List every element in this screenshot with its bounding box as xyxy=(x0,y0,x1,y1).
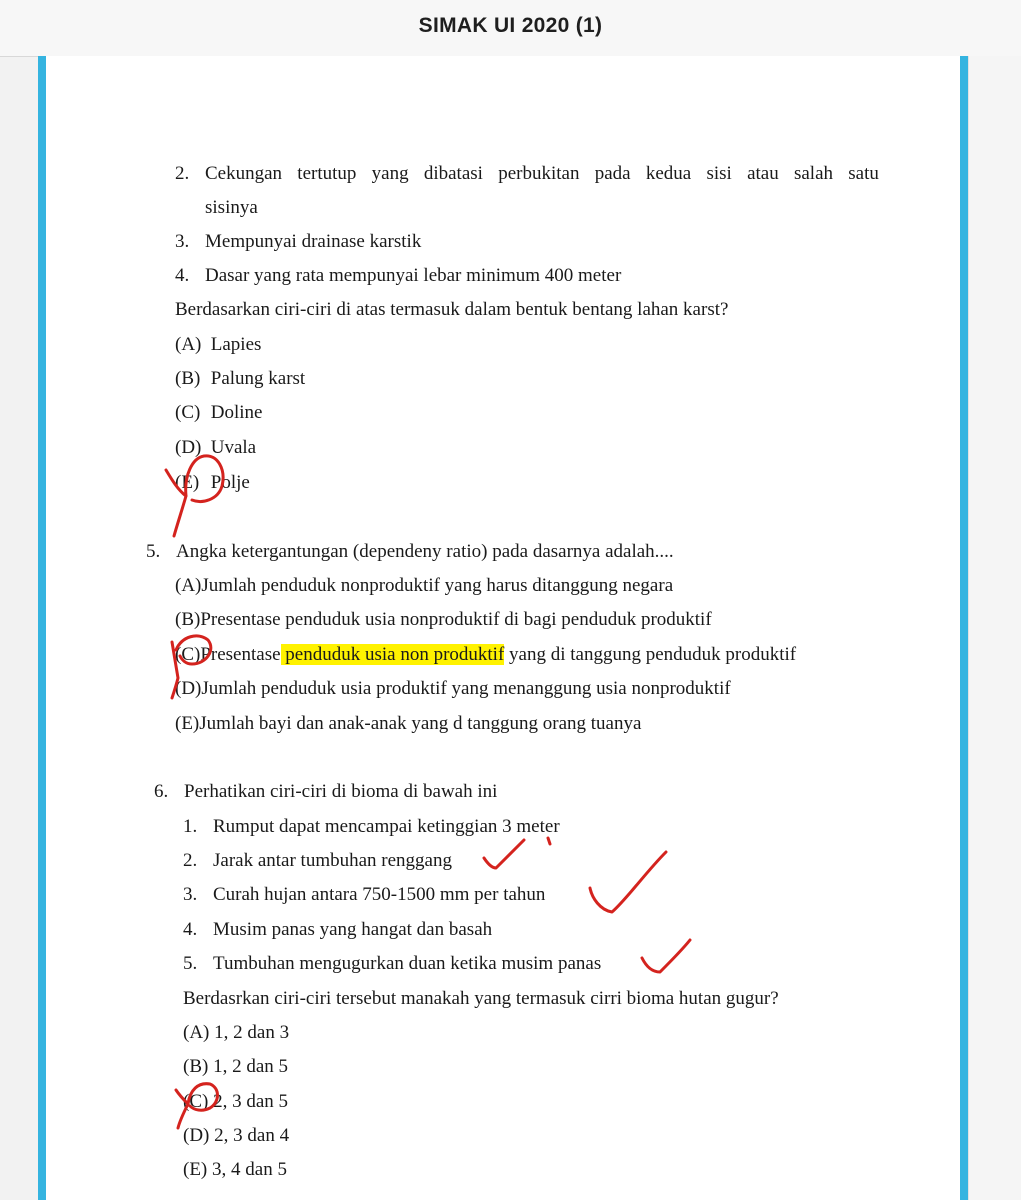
q4-option-c[interactable] xyxy=(175,401,262,425)
q4-item-number: 2. xyxy=(175,163,190,184)
option-label: (E) xyxy=(175,472,200,493)
q6-prompt: Berdasrkan ciri-ciri tersebut manakah yang termasuk cirri bioma hutan gugur? xyxy=(183,988,779,1009)
option-text: Doline xyxy=(210,402,263,423)
option-label: (B) xyxy=(175,609,201,630)
q5-option-a[interactable] xyxy=(175,574,673,598)
q6-item-4 xyxy=(183,918,492,942)
question-number: 6. xyxy=(154,781,169,802)
word: sisi xyxy=(706,163,732,184)
word: Cekungan xyxy=(205,163,283,184)
word: atau xyxy=(747,163,779,184)
q6-question xyxy=(154,780,497,804)
scrollbar-track[interactable] xyxy=(968,56,1021,1200)
option-text: 2, 3 dan 4 xyxy=(214,1125,290,1146)
q4-item-number: 4. xyxy=(175,265,190,286)
q5-option-d[interactable] xyxy=(175,677,731,701)
option-label: (A) xyxy=(175,334,202,355)
q6-item-number: 3. xyxy=(183,884,198,905)
option-text: Lapies xyxy=(210,334,262,355)
q6-item-text: Jarak antar tumbuhan renggang xyxy=(213,850,452,871)
option-text: Presentase xyxy=(200,644,281,665)
word: perbukitan xyxy=(498,163,580,184)
q6-item-text: Musim panas yang hangat dan basah xyxy=(213,919,493,940)
question-text: Angka ketergantungan (dependeny ratio) pada dasarnya adalah.... xyxy=(176,541,674,562)
q6-option-c[interactable] xyxy=(183,1090,288,1114)
option-label: (C) xyxy=(183,1091,209,1112)
q5-option-b[interactable] xyxy=(175,608,712,632)
question-text: Perhatikan ciri-ciri di bioma di bawah ini xyxy=(184,781,498,802)
option-label: (D) xyxy=(175,437,202,458)
q6-item-1 xyxy=(183,815,560,839)
q4-option-d[interactable] xyxy=(175,436,256,460)
q6-item-number: 2. xyxy=(183,850,198,871)
option-text: yang di tanggung penduduk produktif xyxy=(504,644,797,665)
word: tertutup xyxy=(297,163,357,184)
word: satu xyxy=(848,163,879,184)
option-text: 2, 3 dan 5 xyxy=(213,1091,289,1112)
page-border-right xyxy=(960,56,968,1200)
option-text: Palung karst xyxy=(210,368,306,389)
word: kedua xyxy=(645,163,692,184)
option-label: (E) xyxy=(175,713,200,734)
option-text: Jumlah bayi dan anak-anak yang d tanggung orang tuanya xyxy=(199,713,642,734)
q5-question xyxy=(146,540,674,564)
option-text: Jumlah penduduk nonproduktif yang harus ditanggung negara xyxy=(201,575,674,596)
option-text: Polje xyxy=(210,472,250,493)
q6-item-number: 1. xyxy=(183,816,198,837)
question-number: 5. xyxy=(146,541,161,562)
q6-option-b[interactable] xyxy=(183,1055,288,1079)
q4-item-2 xyxy=(175,162,879,186)
q6-option-e[interactable] xyxy=(183,1158,287,1182)
q4-item-text: Dasar yang rata mempunyai lebar minimum 400 meter xyxy=(205,265,622,286)
q6-option-a[interactable] xyxy=(183,1021,289,1045)
q4-option-a[interactable] xyxy=(175,333,261,357)
option-text: 1, 2 dan 5 xyxy=(213,1056,289,1077)
q4-item-2-cont: sisinya xyxy=(205,197,258,218)
q4-item-4 xyxy=(175,264,621,288)
word: pada xyxy=(594,163,631,184)
q6-item-text: Curah hujan antara 750-1500 mm per tahun xyxy=(213,884,546,905)
option-label: (A) xyxy=(175,575,202,596)
option-text: 1, 2 dan 3 xyxy=(214,1022,290,1043)
q5-option-e[interactable] xyxy=(175,712,641,736)
option-label: (E) xyxy=(183,1159,208,1180)
word: salah xyxy=(793,163,834,184)
q6-item-3 xyxy=(183,883,545,907)
q4-option-e[interactable] xyxy=(175,471,250,495)
page-border-left xyxy=(38,56,46,1200)
option-label: (C) xyxy=(175,402,201,423)
q4-item-text: Mempunyai drainase karstik xyxy=(205,231,422,252)
option-label: (B) xyxy=(175,368,201,389)
option-label: (C) xyxy=(175,644,201,665)
word: dibatasi xyxy=(423,163,483,184)
text-highlight: penduduk usia non produktif xyxy=(280,644,505,665)
option-text: 3, 4 dan 5 xyxy=(212,1159,287,1180)
option-text: Jumlah penduduk usia produktif yang menanggung usia nonproduktif xyxy=(201,678,731,699)
q6-item-text: Rumput dapat mencampai ketinggian 3 meter xyxy=(213,816,560,837)
option-text: Presentase penduduk usia nonproduktif di bagi penduduk produktif xyxy=(200,609,712,630)
document-title: SIMAK UI 2020 (1) xyxy=(418,14,603,37)
word: yang xyxy=(371,163,409,184)
q6-item-5 xyxy=(183,952,601,976)
q6-item-number: 5. xyxy=(183,953,198,974)
q6-item-2 xyxy=(183,849,452,873)
option-label: (A) xyxy=(183,1022,210,1043)
q6-option-d[interactable] xyxy=(183,1124,289,1148)
q6-item-text: Tumbuhan mengugurkan duan ketika musim panas xyxy=(213,953,602,974)
option-label: (B) xyxy=(183,1056,209,1077)
q4-item-3 xyxy=(175,230,421,254)
q5-option-c[interactable] xyxy=(175,643,796,667)
q4-prompt: Berdasarkan ciri-ciri di atas termasuk dalam bentuk bentang lahan karst? xyxy=(175,299,729,320)
option-text: Uvala xyxy=(210,437,257,458)
q4-item-number: 3. xyxy=(175,231,190,252)
option-label: (D) xyxy=(175,678,202,699)
q4-item-text xyxy=(205,162,879,186)
q4-option-b[interactable] xyxy=(175,367,305,391)
option-label: (D) xyxy=(183,1125,210,1146)
q6-item-number: 4. xyxy=(183,919,198,940)
title-bar xyxy=(0,0,1021,57)
